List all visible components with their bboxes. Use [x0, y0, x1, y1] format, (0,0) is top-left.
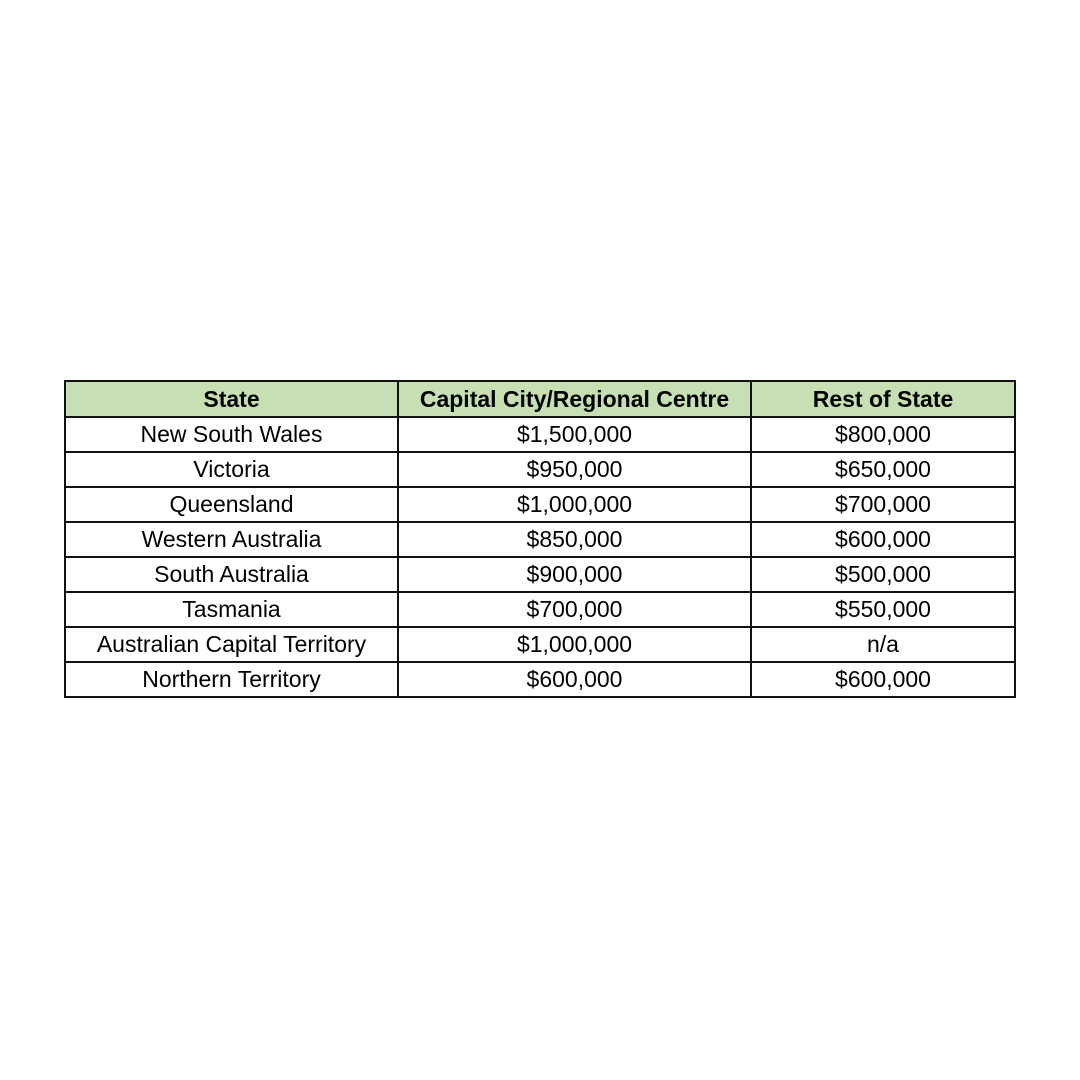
cell-state: Victoria	[65, 452, 398, 487]
cell-state: New South Wales	[65, 417, 398, 452]
cell-capital-city: $850,000	[398, 522, 751, 557]
cell-state: Tasmania	[65, 592, 398, 627]
price-cap-table-container	[64, 380, 1016, 698]
table-row	[65, 522, 1015, 557]
table-row	[65, 592, 1015, 627]
table-row	[65, 452, 1015, 487]
table-header	[65, 381, 1015, 417]
cell-rest-of-state: $800,000	[751, 417, 1015, 452]
cell-rest-of-state: $600,000	[751, 662, 1015, 697]
cell-state: Queensland	[65, 487, 398, 522]
header-row	[65, 381, 1015, 417]
cell-rest-of-state: $650,000	[751, 452, 1015, 487]
cell-rest-of-state: $700,000	[751, 487, 1015, 522]
header-capital-city: Capital City/Regional Centre	[398, 381, 751, 417]
table-row	[65, 417, 1015, 452]
price-cap-table	[64, 380, 1016, 698]
cell-rest-of-state: $600,000	[751, 522, 1015, 557]
header-rest-of-state: Rest of State	[751, 381, 1015, 417]
cell-state: Western Australia	[65, 522, 398, 557]
cell-rest-of-state: $550,000	[751, 592, 1015, 627]
header-state: State	[65, 381, 398, 417]
cell-state: Australian Capital Territory	[65, 627, 398, 662]
table-row	[65, 487, 1015, 522]
cell-capital-city: $600,000	[398, 662, 751, 697]
cell-capital-city: $900,000	[398, 557, 751, 592]
table-row	[65, 662, 1015, 697]
cell-state: Northern Territory	[65, 662, 398, 697]
cell-rest-of-state: $500,000	[751, 557, 1015, 592]
cell-capital-city: $950,000	[398, 452, 751, 487]
table-body	[65, 417, 1015, 697]
cell-state: South Australia	[65, 557, 398, 592]
cell-rest-of-state: n/a	[751, 627, 1015, 662]
cell-capital-city: $1,500,000	[398, 417, 751, 452]
table-row	[65, 557, 1015, 592]
cell-capital-city: $1,000,000	[398, 627, 751, 662]
cell-capital-city: $700,000	[398, 592, 751, 627]
cell-capital-city: $1,000,000	[398, 487, 751, 522]
table-row	[65, 627, 1015, 662]
